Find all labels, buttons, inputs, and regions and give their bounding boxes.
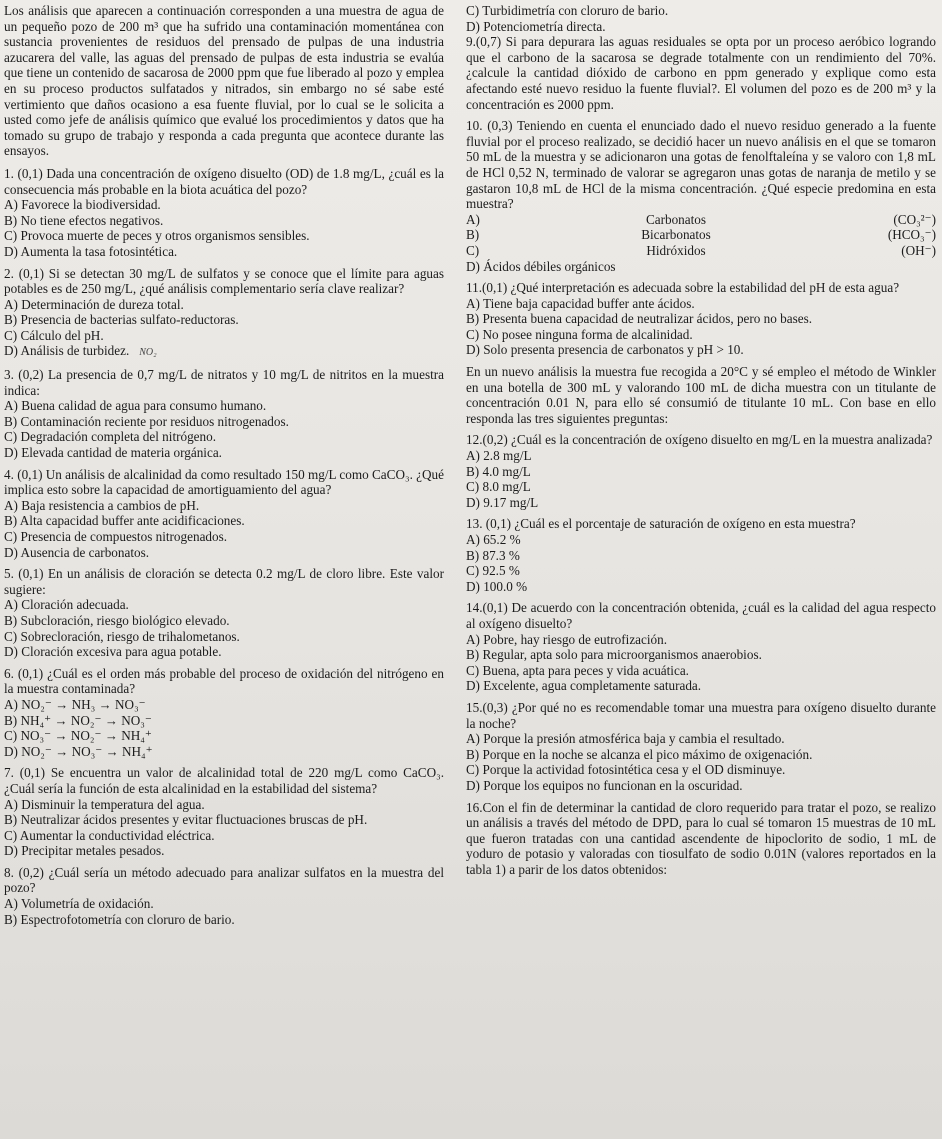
option-formula: (CO₃²⁻) bbox=[893, 211, 936, 227]
option-c[interactable]: C) Cálculo del pH. bbox=[4, 327, 104, 343]
option-a[interactable]: A) Disminuir la temperatura del agua. bbox=[4, 796, 205, 812]
question-text: 4. (0,1) Un análisis de alcalinidad da como resultado 150 mg/L como CaCO₃. ¿Qué implica esto sobre la capacidad de amortiguamiento del agua? bbox=[4, 466, 444, 498]
question-10 bbox=[466, 118, 936, 274]
question-text: 5. (0,1) En un análisis de cloración se detecta 0.2 mg/L de cloro libre. Este valor sugiere: bbox=[4, 566, 444, 597]
option-d[interactable]: D) NO₂⁻ → NO₃⁻ → NH₄⁺ bbox=[4, 743, 153, 759]
option-d[interactable]: D) Ausencia de carbonatos. bbox=[4, 544, 150, 560]
question-14 bbox=[466, 600, 936, 694]
question-8-option-d[interactable]: D) Potenciometría directa. bbox=[466, 18, 606, 34]
option-d[interactable]: D) Elevada cantidad de materia orgánica. bbox=[4, 445, 222, 461]
option-formula: (OH⁻) bbox=[901, 242, 936, 258]
winkler-paragraph: En un nuevo análisis la muestra fue recogida a 20°C y sé empleo el método de Winkler en una botella de 300 mL y valorando 100 mL de dicha muestra con un titulante de concentración 0.01 N, para ello sé consumió de titulante 10 mL. Con base en ello responda las tres siguientes preguntas: bbox=[466, 364, 936, 426]
option-a[interactable]: A) 65.2 % bbox=[466, 532, 521, 547]
question-text: 15.(0,3) ¿Por qué no es recomendable tomar una muestra para oxígeno disuelto durante la noche? bbox=[466, 699, 936, 731]
option-name: Bicarbonatos bbox=[641, 227, 711, 243]
option-c[interactable]: C) Sobrecloración, riesgo de trihalometanos. bbox=[4, 628, 240, 644]
option-b[interactable] bbox=[466, 227, 936, 243]
option-b[interactable]: B) Alta capacidad buffer ante acidificaciones. bbox=[4, 513, 245, 529]
option-a[interactable]: A) Pobre, hay riesgo de eutrofización. bbox=[466, 631, 668, 647]
question-16: 16.Con el fin de determinar la cantidad de cloro requerido para tratar el pozo, se realizo un análisis a través del método de DPD, para lo cual sé tomaron 15 muestras de 10 mL que fueron tratadas con una cantidad ascendente de hipoclorito de sodio, 1 mL de yoduro de potasio y valoradas con tiosulfato de sodio 0.01N (valores reportados en la tabla 1) a parir de los datos obtenidos: bbox=[466, 799, 936, 877]
question-4 bbox=[4, 467, 444, 561]
question-6 bbox=[4, 666, 444, 760]
option-b[interactable]: B) Porque en la noche se alcanza el pico máximo de oxigenación. bbox=[466, 746, 813, 762]
option-b[interactable]: B) Espectrofotometría con cloruro de bario. bbox=[4, 911, 235, 927]
option-name: Carbonatos bbox=[645, 211, 707, 227]
option-d[interactable]: D) Solo presenta presencia de carbonatos y pH > 10. bbox=[466, 342, 744, 358]
option-a[interactable]: A) Determinación de dureza total. bbox=[4, 296, 184, 312]
question-8-option-c[interactable]: C) Turbidimetría con cloruro de bario. bbox=[466, 3, 669, 18]
option-d[interactable]: D) Precipitar metales pesados. bbox=[4, 843, 165, 859]
intro-paragraph: Los análisis que aparecen a continuación corresponden a una muestra de agua de un pequeño pozo de 200 m³ que ha sufrido una contaminación momentánea con sustancia provenientes de residuos del prensado de pulpas de una industria azucarera del valle, las aguas del prensado de pulpas de esta industria se evalúa que tiene un contenido de sacarosa de 2000 ppm que fue liberado al pozo y emplea en su proceso productos sulfatados y nitrados, sin embargo no sé sabe esté vertimiento que daños ocasiono a esa fuente fluvial, por lo cual se le solicita a usted como jefe de análisis químico que evalué los procedimientos y datos que ha tomado su grupo de trabajo y responda a cada pregunta que acontece durante las ensayos. bbox=[4, 3, 444, 159]
option-d[interactable]: D) 100.0 % bbox=[466, 578, 528, 594]
question-text: 13. (0,1) ¿Cuál es el porcentaje de saturación de oxígeno en esta muestra? bbox=[466, 516, 856, 532]
option-b[interactable]: B) 87.3 % bbox=[466, 547, 520, 563]
question-8 bbox=[4, 865, 444, 927]
option-name: Hidróxidos bbox=[646, 242, 706, 258]
option-a[interactable]: A) Porque la presión atmosférica baja y cambia el resultado. bbox=[466, 731, 785, 747]
question-1 bbox=[4, 166, 444, 260]
question-3 bbox=[4, 367, 444, 461]
option-d bbox=[4, 343, 444, 361]
question-2 bbox=[4, 266, 444, 362]
option-b[interactable]: B) 4.0 mg/L bbox=[466, 463, 531, 479]
option-b[interactable]: B) Neutralizar ácidos presentes y evitar fluctuaciones bruscas de pH. bbox=[4, 812, 368, 828]
option-c[interactable]: C) Presencia de compuestos nitrogenados. bbox=[4, 529, 228, 544]
option-c[interactable]: C) Buena, apta para peces y vida acuática. bbox=[466, 662, 689, 678]
question-text: 6. (0,1) ¿Cuál es el orden más probable del proceso de oxidación del nitrógeno en la muestra contaminada? bbox=[4, 665, 444, 697]
option-a[interactable]: A) Tiene baja capacidad buffer ante ácidos. bbox=[466, 295, 695, 311]
option-b[interactable]: B) Presencia de bacterias sulfato-reductoras. bbox=[4, 312, 239, 328]
option-a[interactable]: A) Baja resistencia a cambios de pH. bbox=[4, 497, 200, 513]
question-12 bbox=[466, 432, 936, 510]
question-7 bbox=[4, 765, 444, 859]
question-text: 7. (0,1) Se encuentra un valor de alcalinidad total de 220 mg/L como CaCO₃. ¿Cuál sería la función de esta alcalinidad en la estabilidad del sistema? bbox=[4, 765, 444, 796]
option-b[interactable]: B) No tiene efectos negativos. bbox=[4, 212, 164, 228]
option-a[interactable]: A) Volumetría de oxidación. bbox=[4, 896, 154, 912]
option-a[interactable]: A) 2.8 mg/L bbox=[466, 448, 532, 464]
option-c[interactable]: C) Degradación completa del nitrógeno. bbox=[4, 429, 217, 445]
right-column bbox=[466, 3, 936, 877]
option-a[interactable]: A) NO₂⁻ → NH₃ → NO₃⁻ bbox=[4, 696, 146, 712]
question-15 bbox=[466, 700, 936, 794]
option-d-text[interactable]: D) Análisis de turbidez. bbox=[4, 343, 130, 359]
option-b[interactable]: B) Contaminación reciente por residuos nitrogenados. bbox=[4, 413, 289, 429]
option-a[interactable]: A) Buena calidad de agua para consumo humano. bbox=[4, 398, 267, 414]
question-13 bbox=[466, 516, 936, 594]
option-c[interactable]: C) Aumentar la conductividad eléctrica. bbox=[4, 827, 215, 843]
question-text: 8. (0,2) ¿Cuál sería un método adecuado para analizar sulfatos en la muestra del pozo? bbox=[4, 864, 444, 896]
option-d[interactable]: D) Excelente, agua completamente saturada. bbox=[466, 678, 702, 694]
option-d[interactable]: D) Porque los equipos no funcionan en la oscuridad. bbox=[466, 777, 743, 793]
option-label: A) bbox=[466, 211, 480, 227]
question-5 bbox=[4, 566, 444, 660]
question-text: 14.(0,1) De acuerdo con la concentración obtenida, ¿cuál es la calidad del agua respecto al oxígeno disuelto? bbox=[466, 600, 936, 631]
option-a[interactable]: A) Cloración adecuada. bbox=[4, 597, 129, 613]
option-d[interactable]: D) Cloración excesiva para agua potable. bbox=[4, 644, 222, 660]
option-c[interactable]: C) 8.0 mg/L bbox=[466, 479, 531, 495]
option-c[interactable]: C) No posee ninguna forma de alcalinidad. bbox=[466, 326, 693, 342]
option-label: B) bbox=[466, 227, 480, 243]
option-c[interactable]: C) Provoca muerte de peces y otros organismos sensibles. bbox=[4, 228, 310, 244]
question-text: 3. (0,2) La presencia de 0,7 mg/L de nitratos y 10 mg/L de nitritos en la muestra indica: bbox=[4, 367, 444, 398]
handwritten-note: NO₂ bbox=[139, 347, 157, 359]
left-column bbox=[4, 3, 444, 927]
option-c[interactable]: C) Porque la actividad fotosintética cesa y el OD disminuye. bbox=[466, 762, 786, 778]
option-d[interactable]: D) Aumenta la tasa fotosintética. bbox=[4, 243, 178, 259]
option-b[interactable]: B) Subcloración, riesgo biológico elevado. bbox=[4, 612, 230, 628]
option-b[interactable]: B) Regular, apta solo para microorganismos anaerobios. bbox=[466, 647, 762, 663]
question-text: 10. (0,3) Teniendo en cuenta el enunciado dado el nuevo residuo generado a la fuente fluvial por el proceso realizado, se decidió hacer un nuevo análisis en el que se tomaron 50 mL de la muestra y se adicionaron una gotas de fenolftaleína y se valoro con 1,8 mL de HCl 0,52 N, terminado de valorar se agregaron unas gotas de naranja de metilo y se gastaron 10,8 mL de HCl de la misma concentración. ¿Qué especie predomina en esta muestra? bbox=[466, 118, 936, 212]
question-11 bbox=[466, 280, 936, 358]
option-d[interactable]: D) 9.17 mg/L bbox=[466, 494, 539, 510]
option-b[interactable]: B) NH₄⁺ → NO₂⁻ → NO₃⁻ bbox=[4, 712, 152, 728]
option-label: C) bbox=[466, 242, 480, 258]
question-text: 2. (0,1) Si se detectan 30 mg/L de sulfatos y se conoce que el límite para aguas potables es de 250 mg/L, ¿qué análisis complementario sería clave realizar? bbox=[4, 265, 444, 297]
option-formula: (HCO₃⁻) bbox=[887, 227, 936, 243]
option-c[interactable] bbox=[466, 243, 936, 259]
option-d[interactable]: D) Ácidos débiles orgánicos bbox=[466, 258, 616, 274]
question-text: 12.(0,2) ¿Cuál es la concentración de oxígeno disuelto en mg/L en la muestra analizada? bbox=[466, 432, 933, 448]
question-text: 1. (0,1) Dada una concentración de oxígeno disuelto (OD) de 1.8 mg/L, ¿cuál es la consecuencia más probable en la biota acuática del pozo? bbox=[4, 165, 444, 197]
option-c[interactable]: C) NO₃⁻ → NO₂⁻ → NH₄⁺ bbox=[4, 728, 152, 744]
option-a[interactable] bbox=[466, 212, 936, 228]
option-c[interactable]: C) 92.5 % bbox=[466, 563, 520, 579]
option-b[interactable]: B) Presenta buena capacidad de neutralizar ácidos, pero no bases. bbox=[466, 311, 813, 327]
question-text: 11.(0,1) ¿Qué interpretación es adecuada sobre la estabilidad del pH de esta agua? bbox=[466, 280, 900, 296]
question-9: 9.(0,7) Si para depurara las aguas residuales se opta por un proceso aeróbico logrando que el carbono de la sacarosa se degrade totalmente con un rendimiento del 70%. ¿calcule la cantidad dióxido de carbono en ppm generado y explique como esta afectando esté nuevo residuo la fuente fluvial?. El volumen del pozo es de 200 m³ y la concentración es 2000 ppm. bbox=[466, 34, 936, 112]
option-a[interactable]: A) Favorece la biodiversidad. bbox=[4, 197, 161, 213]
